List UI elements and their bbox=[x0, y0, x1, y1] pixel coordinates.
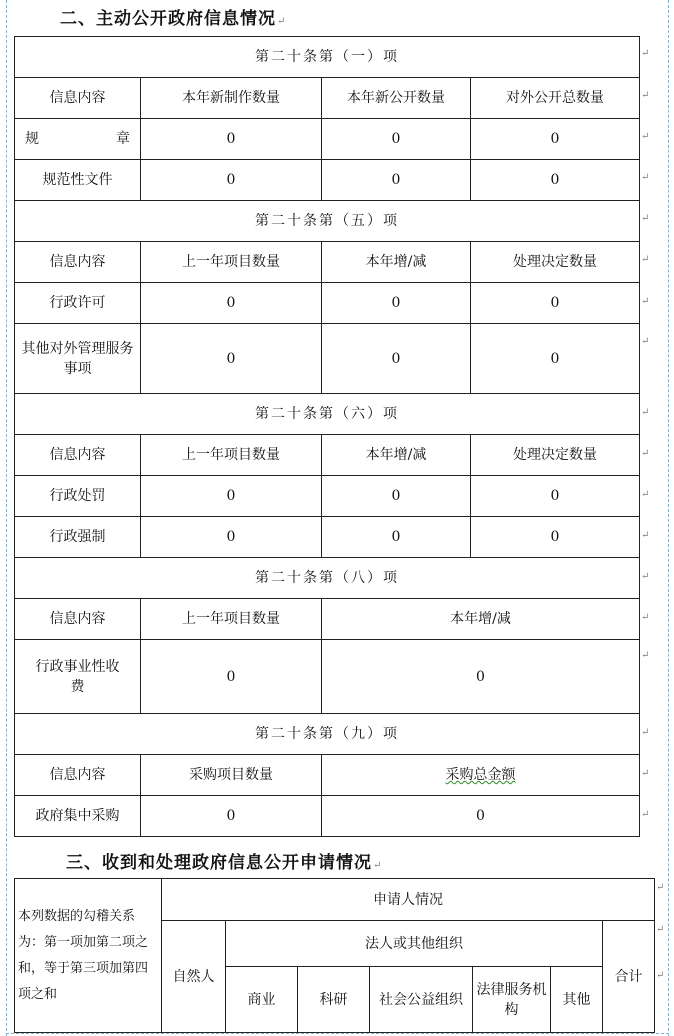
column-header: 本年增/减 bbox=[322, 435, 471, 476]
table-header-row bbox=[15, 435, 640, 476]
row-label: 政府集中采购 bbox=[15, 796, 141, 837]
row-label: 其他对外管理服务事项 bbox=[15, 324, 141, 394]
column-header: 处理决定数量 bbox=[471, 435, 640, 476]
section3-title: 三、收到和处理政府信息公开申请情况↵ bbox=[66, 853, 383, 873]
paragraph-mark-icon: ↵ bbox=[656, 924, 665, 935]
table-cell: 0 bbox=[471, 476, 640, 517]
column-header: 对外公开总数量 bbox=[471, 78, 640, 119]
row-label: 规章 bbox=[15, 119, 141, 160]
table-cell: 0 bbox=[471, 517, 640, 558]
table-row bbox=[15, 476, 640, 517]
paragraph-mark-icon: ↵ bbox=[641, 489, 650, 500]
legal-entity-header: 法人或其他组织 bbox=[226, 921, 603, 967]
row-label: 行政强制 bbox=[15, 517, 141, 558]
legal-type-header: 其他 bbox=[551, 967, 603, 1033]
paragraph-mark-icon: ↵ bbox=[641, 213, 650, 224]
requests-table bbox=[14, 878, 655, 1033]
column-header: 信息内容 bbox=[15, 78, 141, 119]
paragraph-mark-icon: ↵ bbox=[641, 809, 650, 820]
block-heading: 第二十条第（一）项 bbox=[15, 37, 640, 78]
legal-type-header: 商业 bbox=[226, 967, 298, 1033]
column-header: 信息内容 bbox=[15, 599, 141, 640]
table-cell: 0 bbox=[141, 517, 322, 558]
table-cell: 0 bbox=[471, 324, 640, 394]
checksum-note: 本列数据的勾稽关系为：第一项加第二项之和，等于第三项加第四项之和 bbox=[15, 879, 162, 1033]
table-row bbox=[15, 640, 640, 714]
column-header: 信息内容 bbox=[15, 435, 141, 476]
table-cell: 0 bbox=[322, 796, 640, 837]
paragraph-mark-icon: ↵ bbox=[641, 254, 650, 265]
paragraph-mark-icon: ↵ bbox=[641, 336, 650, 347]
table-cell: 0 bbox=[322, 283, 471, 324]
table-cell: 0 bbox=[141, 119, 322, 160]
table-cell: 0 bbox=[141, 640, 322, 714]
paragraph-mark-icon: ↵ bbox=[641, 727, 650, 738]
paragraph-mark-icon: ↵ bbox=[656, 882, 665, 893]
table-header-row bbox=[15, 599, 640, 640]
table-row bbox=[15, 283, 640, 324]
paragraph-mark-icon: ↵ bbox=[641, 407, 650, 418]
paragraph-mark-icon: ↵ bbox=[641, 650, 650, 661]
table-cell: 0 bbox=[141, 160, 322, 201]
row-label: 规范性文件 bbox=[15, 160, 141, 201]
legal-type-header: 法律服务机构 bbox=[473, 967, 551, 1033]
paragraph-mark-icon: ↵ bbox=[641, 172, 650, 183]
column-header-text: 采购总金额 bbox=[445, 767, 516, 783]
table-cell: 0 bbox=[141, 796, 322, 837]
table-cell: 0 bbox=[322, 640, 640, 714]
paragraph-mark-icon: ↵ bbox=[641, 768, 650, 779]
section2-title: 二、主动公开政府信息情况↵ bbox=[60, 9, 287, 29]
table-cell: 0 bbox=[141, 283, 322, 324]
block-heading: 第二十条第（五）项 bbox=[15, 201, 640, 242]
paragraph-mark-icon: ↵ bbox=[641, 448, 650, 459]
table-header-row bbox=[15, 78, 640, 119]
column-header: 采购项目数量 bbox=[141, 755, 322, 796]
table-cell: 0 bbox=[322, 160, 471, 201]
table-cell: 0 bbox=[322, 517, 471, 558]
table-row bbox=[15, 324, 640, 394]
page-frame-left bbox=[6, 0, 7, 1036]
table-header-row bbox=[15, 755, 640, 796]
paragraph-mark-icon: ↵ bbox=[641, 296, 650, 307]
table-header-row bbox=[15, 242, 640, 283]
page-frame-right bbox=[668, 0, 669, 1036]
legal-type-header: 科研 bbox=[298, 967, 370, 1033]
block-heading: 第二十条第（六）项 bbox=[15, 394, 640, 435]
column-header: 上一年项目数量 bbox=[141, 435, 322, 476]
paragraph-mark-icon: ↵ bbox=[641, 612, 650, 623]
table-row bbox=[15, 160, 640, 201]
paragraph-mark-icon: ↵ bbox=[656, 970, 665, 981]
legal-type-header: 社会公益组织 bbox=[370, 967, 473, 1033]
column-header: 信息内容 bbox=[15, 755, 141, 796]
table-cell: 0 bbox=[471, 119, 640, 160]
column-header: 上一年项目数量 bbox=[141, 242, 322, 283]
table-row bbox=[15, 517, 640, 558]
row-label: 行政事业性收费 bbox=[15, 640, 141, 714]
table-cell: 0 bbox=[471, 160, 640, 201]
column-header: 信息内容 bbox=[15, 242, 141, 283]
table-row bbox=[15, 119, 640, 160]
row-label: 行政许可 bbox=[15, 283, 141, 324]
paragraph-mark-icon: ↵ bbox=[641, 530, 650, 541]
page-frame-bottom bbox=[6, 1033, 669, 1034]
column-header bbox=[322, 755, 640, 796]
table-row bbox=[15, 796, 640, 837]
table-cell: 0 bbox=[322, 476, 471, 517]
table-cell: 0 bbox=[322, 119, 471, 160]
proactive-disclosure-table bbox=[14, 36, 640, 837]
table-cell: 0 bbox=[141, 324, 322, 394]
table-cell: 0 bbox=[322, 324, 471, 394]
paragraph-mark-icon: ↵ bbox=[641, 131, 650, 142]
natural-person-header: 自然人 bbox=[162, 921, 226, 1033]
paragraph-mark-icon: ↵ bbox=[641, 90, 650, 101]
block-heading: 第二十条第（八）项 bbox=[15, 558, 640, 599]
block-heading: 第二十条第（九）项 bbox=[15, 714, 640, 755]
applicant-header: 申请人情况 bbox=[162, 879, 655, 921]
table-cell: 0 bbox=[141, 476, 322, 517]
column-header: 上一年项目数量 bbox=[141, 599, 322, 640]
row-label: 行政处罚 bbox=[15, 476, 141, 517]
column-header: 本年增/减 bbox=[322, 242, 471, 283]
table-cell: 0 bbox=[471, 283, 640, 324]
column-header: 本年新制作数量 bbox=[141, 78, 322, 119]
total-header: 合计 bbox=[603, 921, 655, 1033]
column-header: 处理决定数量 bbox=[471, 242, 640, 283]
paragraph-mark-icon: ↵ bbox=[641, 571, 650, 582]
paragraph-mark-icon: ↵ bbox=[641, 48, 650, 59]
column-header: 本年新公开数量 bbox=[322, 78, 471, 119]
column-header: 本年增/减 bbox=[322, 599, 640, 640]
